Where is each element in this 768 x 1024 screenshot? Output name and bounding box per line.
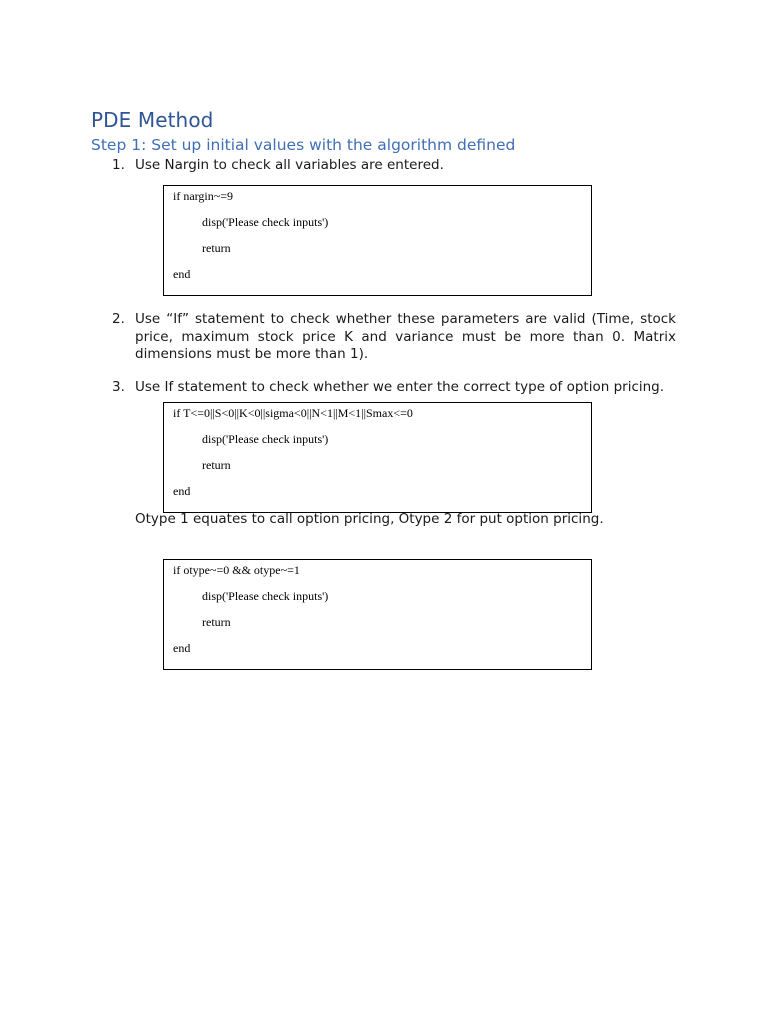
code-line: disp('Please check inputs') — [202, 432, 329, 446]
list-number: 2. — [112, 311, 125, 327]
list-text: Use If statement to check whether we enter the correct type of option pricing. — [135, 379, 665, 395]
code-line: disp('Please check inputs') — [202, 589, 329, 603]
code-line: end — [173, 641, 191, 655]
code-line: end — [173, 267, 191, 281]
section-heading: PDE Method — [91, 108, 214, 132]
code-block — [163, 185, 592, 296]
code-line: if nargin~=9 — [173, 189, 234, 203]
code-block — [163, 402, 592, 513]
step-subheading: Step 1: Set up initial values with the algorithm defined — [91, 136, 516, 154]
code-line: disp('Please check inputs') — [202, 215, 329, 229]
code-line: if T<=0||S<0||K<0||sigma<0||N<1||M<1||Smax<=0 — [173, 406, 413, 420]
list-number: 1. — [112, 157, 125, 173]
otype-note: Otype 1 equates to call option pricing, Otype 2 for put option pricing. — [135, 511, 604, 527]
code-line: end — [173, 484, 191, 498]
code-line: if otype~=0 && otype~=1 — [173, 563, 300, 577]
code-line: return — [202, 458, 231, 472]
list-text: Use Nargin to check all variables are entered. — [135, 157, 444, 173]
code-block — [163, 559, 592, 670]
code-line: return — [202, 241, 231, 255]
list-number: 3. — [112, 379, 125, 395]
list-text: Use “If” statement to check whether these parameters are valid (Time, stock price, maximum stock price K and variance must be more than 0. Matrix dimensions must be more than 1). — [135, 311, 676, 362]
code-line: return — [202, 615, 231, 629]
